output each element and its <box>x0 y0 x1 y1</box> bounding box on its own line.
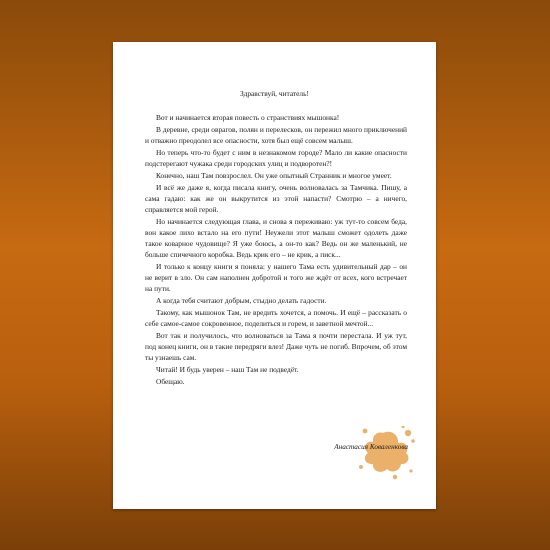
paragraph: И всё же даже я, когда писала книгу, очень волновалась за Тамчика. Пишу, а сама гадаю: как же он выкрутится из этой напасти? Смотрю – а ничего, справляется мой герой. <box>145 183 407 214</box>
author-signature: Анастасия Коваленкова <box>334 443 408 451</box>
letter-body <box>145 113 407 389</box>
book-page <box>113 42 436 509</box>
paragraph: Обещаю. <box>156 376 185 386</box>
paragraph: А когда тебя считают добрым, стыдно делать гадости. <box>156 295 327 305</box>
paragraph: Вот и начинается вторая повесть о странствиях мышонка! <box>156 113 340 122</box>
paragraph: Такому, как мышонок Там, не вредить хочется, а помочь. И ещё – рассказать о себе самое-самое сокровенное, поделиться и горем, и заветной мечтой... <box>145 307 407 328</box>
paragraph: Читай! И будь уверен – наш Там не подведёт. <box>156 364 299 374</box>
paragraph: Но начинается следующая глава, и снова я переживаю: уж тут-то совсем беда, вон какое лихо встало на его пути! Неужели этот малыш сможет одолеть даже такое коварное чудовище? Я уже боюсь, а он-то как? Ведь он же маленький, не больше спичечного коробка. Ведь крик его – не крик, а писк... <box>145 217 407 259</box>
letter-greeting: Здравствуй, читатель! <box>240 89 309 98</box>
paragraph: Но теперь что-то будет с ним в незнакомом городе? Мало ли какие опасности подстерегают чужака среди городских улиц и подворотен?! <box>145 148 407 168</box>
paragraph: И только к концу книги я поняла: у нашего Тама есть удивительный дар – он не верит в зло. Он сам наполнен добротой и того же ждёт от всех, кого встречает на пути. <box>145 261 407 293</box>
paragraph: Вот так и получилось, что волноваться за Тама я почти перестала. И уж тут, под конец книги, он в такие передряги влез! Даже чуть не погиб. Впрочем, об этом ты узнаешь сам. <box>145 330 407 362</box>
paragraph: Конечно, наш Там повзрослел. Он уже опытный Странник и многое умеет. <box>156 171 392 181</box>
paragraph: В деревне, среди оврагов, полян и перелесков, он пережил много приключений и отважно преодолел все опасности, хотя был ещё совсем малыш. <box>145 125 407 145</box>
